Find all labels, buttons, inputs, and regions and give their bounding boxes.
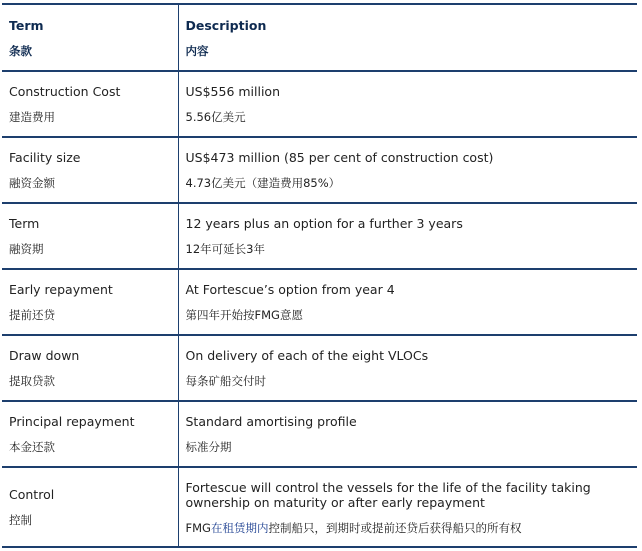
term-en: Principal repayment — [9, 414, 135, 429]
table-row — [2, 467, 637, 547]
description-cn: 第四年开始按FMG意愿 — [185, 308, 303, 322]
term-cn: 提前还贷 — [9, 308, 55, 322]
table-header-row — [2, 4, 637, 71]
term-cn: 建造费用 — [9, 110, 55, 124]
description-header-cell — [178, 4, 637, 71]
table-row — [2, 401, 637, 467]
term-cn: 融资金额 — [9, 176, 55, 190]
table-row — [2, 137, 637, 203]
term-header-en: Term — [9, 17, 44, 33]
term-cell — [2, 467, 178, 547]
term-en: Term — [9, 216, 40, 231]
term-en: Control — [9, 487, 55, 502]
term-en: Construction Cost — [9, 84, 121, 99]
term-cell — [2, 269, 178, 335]
term-cell — [2, 137, 178, 203]
description-cell — [178, 269, 637, 335]
table-row — [2, 335, 637, 401]
term-cell — [2, 71, 178, 137]
description-cn: 12年可延长3年 — [185, 242, 265, 256]
term-cn: 控制 — [9, 513, 32, 527]
term-cell — [2, 335, 178, 401]
description-cn: 标准分期 — [185, 440, 232, 454]
description-cn: 每条矿船交付时 — [185, 374, 266, 388]
term-cell — [2, 401, 178, 467]
terms-table — [2, 3, 637, 548]
description-en: US$556 million — [185, 84, 281, 99]
term-cn: 融资期 — [9, 242, 44, 256]
terms-table-container — [2, 3, 637, 548]
description-en: 12 years plus an option for a further 3 years — [185, 216, 463, 231]
description-header-en: Description — [185, 17, 267, 33]
description-en: Fortescue will control the vessels for the life of the facility taking ownership on maturity or after early repayment — [185, 479, 591, 510]
description-en: US$473 million (85 per cent of construction cost) — [185, 150, 494, 165]
description-cn: 5.56亿美元 — [185, 110, 246, 124]
term-en: Draw down — [9, 348, 80, 363]
description-cn-suffix: 控制船只，到期时或提前还贷后获得船只的所有权 — [268, 520, 522, 535]
term-cell — [2, 203, 178, 269]
description-en: On delivery of each of the eight VLOCs — [185, 348, 429, 363]
table-row — [2, 269, 637, 335]
term-cn: 提取贷款 — [9, 374, 55, 388]
term-header-cell — [2, 4, 178, 71]
term-cn: 本金还款 — [9, 440, 55, 454]
description-cn: 4.73亿美元（建造费用85%） — [185, 176, 341, 190]
term-header-cn: 条款 — [9, 43, 32, 58]
table-row — [2, 203, 637, 269]
description-cn-highlight: 在租赁期内 — [210, 520, 269, 535]
description-cell — [178, 467, 637, 547]
term-en: Facility size — [9, 150, 81, 165]
description-cn — [186, 521, 638, 535]
description-cell — [178, 335, 637, 401]
description-cell — [178, 401, 637, 467]
description-header-cn: 内容 — [185, 43, 209, 58]
term-en: Early repayment — [9, 282, 113, 297]
table-row — [2, 71, 637, 137]
description-en: At Fortescue’s option from year 4 — [185, 282, 395, 297]
description-cn-prefix: FMG — [185, 520, 211, 535]
description-cell — [178, 71, 637, 137]
description-en: Standard amortising profile — [185, 414, 357, 429]
description-cell — [178, 137, 637, 203]
description-cell — [178, 203, 637, 269]
